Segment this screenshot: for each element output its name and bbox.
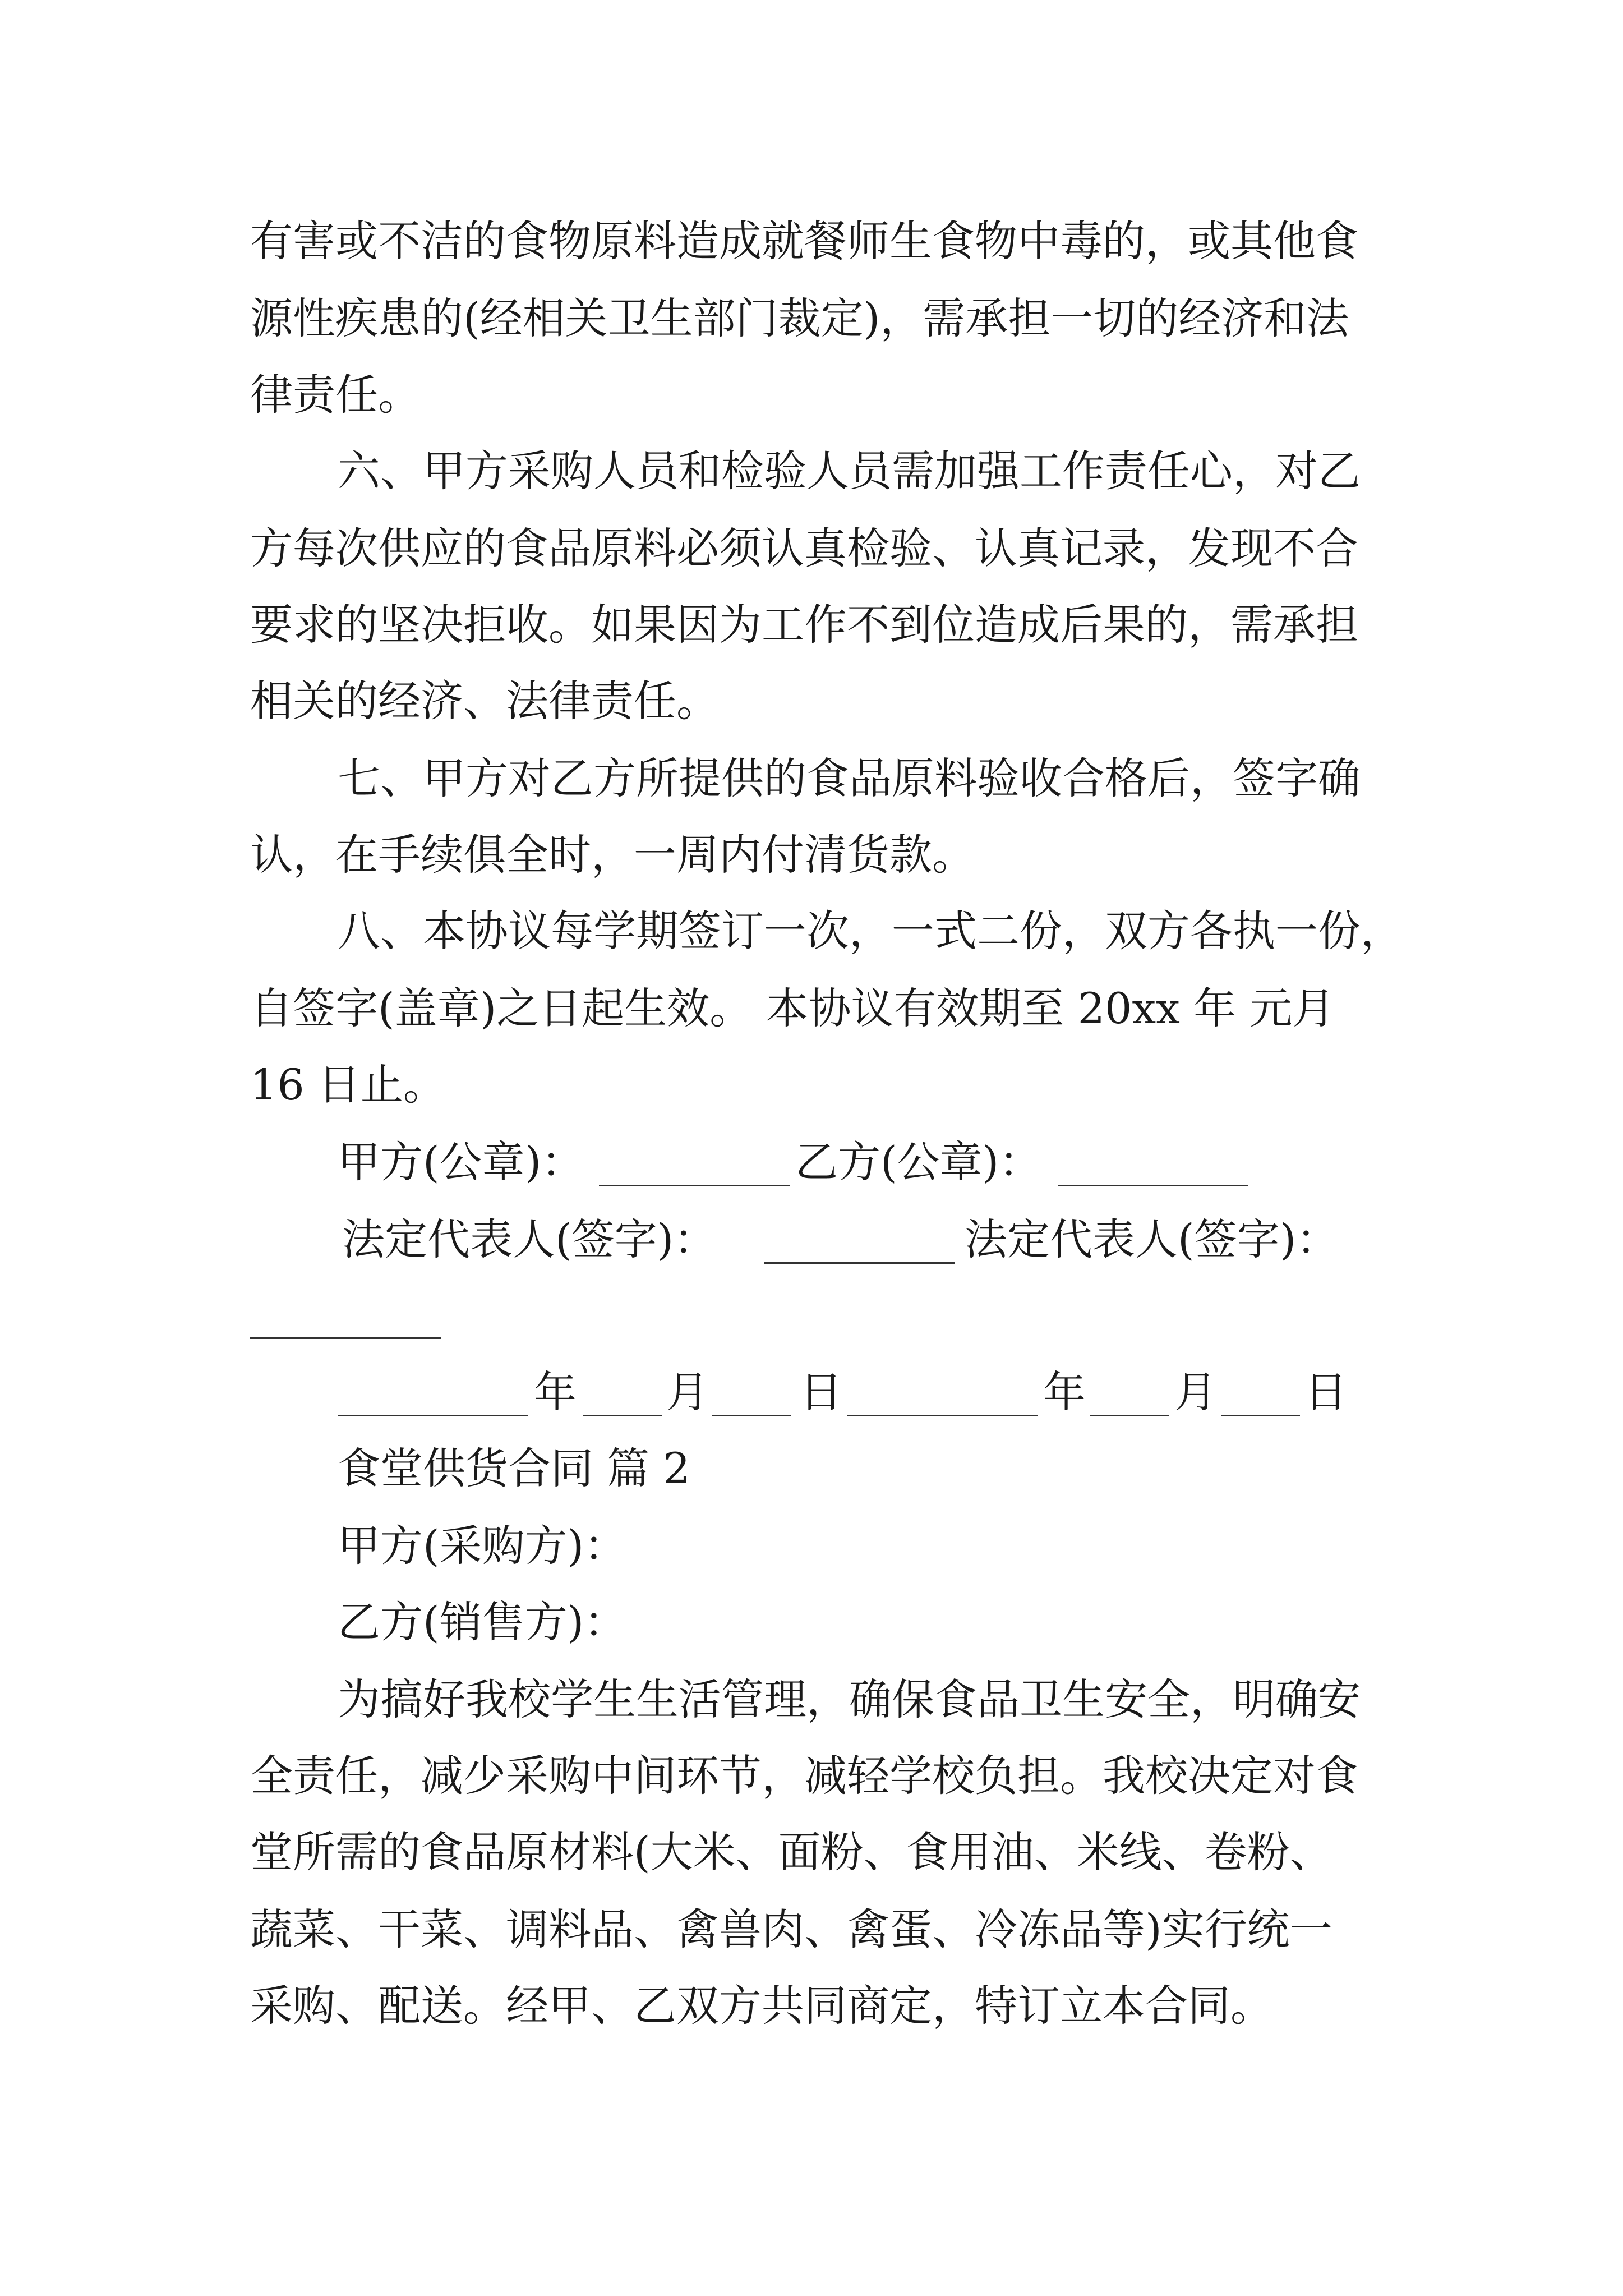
- body-line: 源性疾患的(经相关卫生部门裁定)，需承担一切的经济和法: [250, 293, 1349, 343]
- section-2-body-line: 堂所需的食品原材料(大米、面粉、食用油、米线、卷粉、: [250, 1827, 1332, 1877]
- party-b-seal-label: 乙方(公章)：: [795, 1137, 1042, 1187]
- section-2-body-line: 蔬菜、干菜、调料品、禽兽肉、禽蛋、冷冻品等)实行统一: [250, 1904, 1332, 1954]
- body-line: 方每次供应的食品原料必须认真检验、认真记录，发现不合: [250, 523, 1358, 573]
- date-b-month-blank[interactable]: [1090, 1415, 1169, 1416]
- clause-7-line: 七、甲方对乙方所提供的食品原料验收合格后，签字确: [338, 753, 1361, 803]
- date-b-month-label: 月: [1174, 1367, 1217, 1417]
- section-2-title: 食堂供货合同 篇 2: [338, 1443, 690, 1493]
- section-2-intro-line: 为搞好我校学生生活管理，确保食品卫生安全，明确安: [338, 1674, 1361, 1724]
- date-b-year-blank[interactable]: [847, 1415, 1038, 1416]
- body-line: 相关的经济、法律责任。: [250, 676, 719, 726]
- body-line: 自签字(盖章)之日起生效。 本协议有效期至 20xx 年 元月: [250, 983, 1335, 1033]
- rep-b-label: 法定代表人(签字)：: [965, 1214, 1339, 1264]
- section-2-body-line: 采购、配送。经甲、乙双方共同商定，特订立本合同。: [250, 1981, 1273, 2031]
- party-b-seal-blank[interactable]: [1058, 1185, 1248, 1186]
- date-b-day-blank[interactable]: [1221, 1415, 1300, 1416]
- body-line: 要求的坚决拒收。如果因为工作不到位造成后果的，需承担: [250, 600, 1358, 650]
- date-a-day-blank[interactable]: [712, 1415, 791, 1416]
- clause-6-line: 六、甲方采购人员和检验人员需加强工作责任心，对乙: [338, 446, 1361, 496]
- date-a-day-label: 日: [800, 1367, 842, 1417]
- date-a-month-label: 月: [666, 1367, 709, 1417]
- party-a-seal-label: 甲方(公章)：: [338, 1137, 584, 1187]
- party-a-seal-blank[interactable]: [599, 1185, 790, 1186]
- body-line: 律责任。: [250, 370, 421, 420]
- section-2-body-line: 全责任，减少采购中间环节，减轻学校负担。我校决定对食: [250, 1751, 1358, 1801]
- body-line: 有害或不洁的食物原料造成就餐师生食物中毒的，或其他食: [250, 216, 1358, 266]
- rep-a-label: 法定代表人(签字)：: [342, 1214, 717, 1264]
- section-2-party-a: 甲方(采购方)：: [338, 1521, 627, 1571]
- date-a-month-blank[interactable]: [583, 1415, 662, 1416]
- body-line: 认，在手续俱全时，一周内付清货款。: [250, 830, 975, 880]
- date-b-day-label: 日: [1304, 1367, 1347, 1417]
- rep-a-blank[interactable]: [764, 1262, 955, 1264]
- date-a-year-label: 年: [534, 1367, 577, 1417]
- clause-8-line: 八、本协议每学期签订一次，一式二份，双方各执一份，: [338, 906, 1403, 956]
- date-a-year-blank[interactable]: [338, 1415, 528, 1416]
- date-b-year-label: 年: [1043, 1367, 1086, 1417]
- section-2-party-b: 乙方(销售方)：: [338, 1597, 627, 1647]
- rep-b-blank[interactable]: [250, 1337, 441, 1339]
- body-line: 16 日止。: [250, 1060, 446, 1110]
